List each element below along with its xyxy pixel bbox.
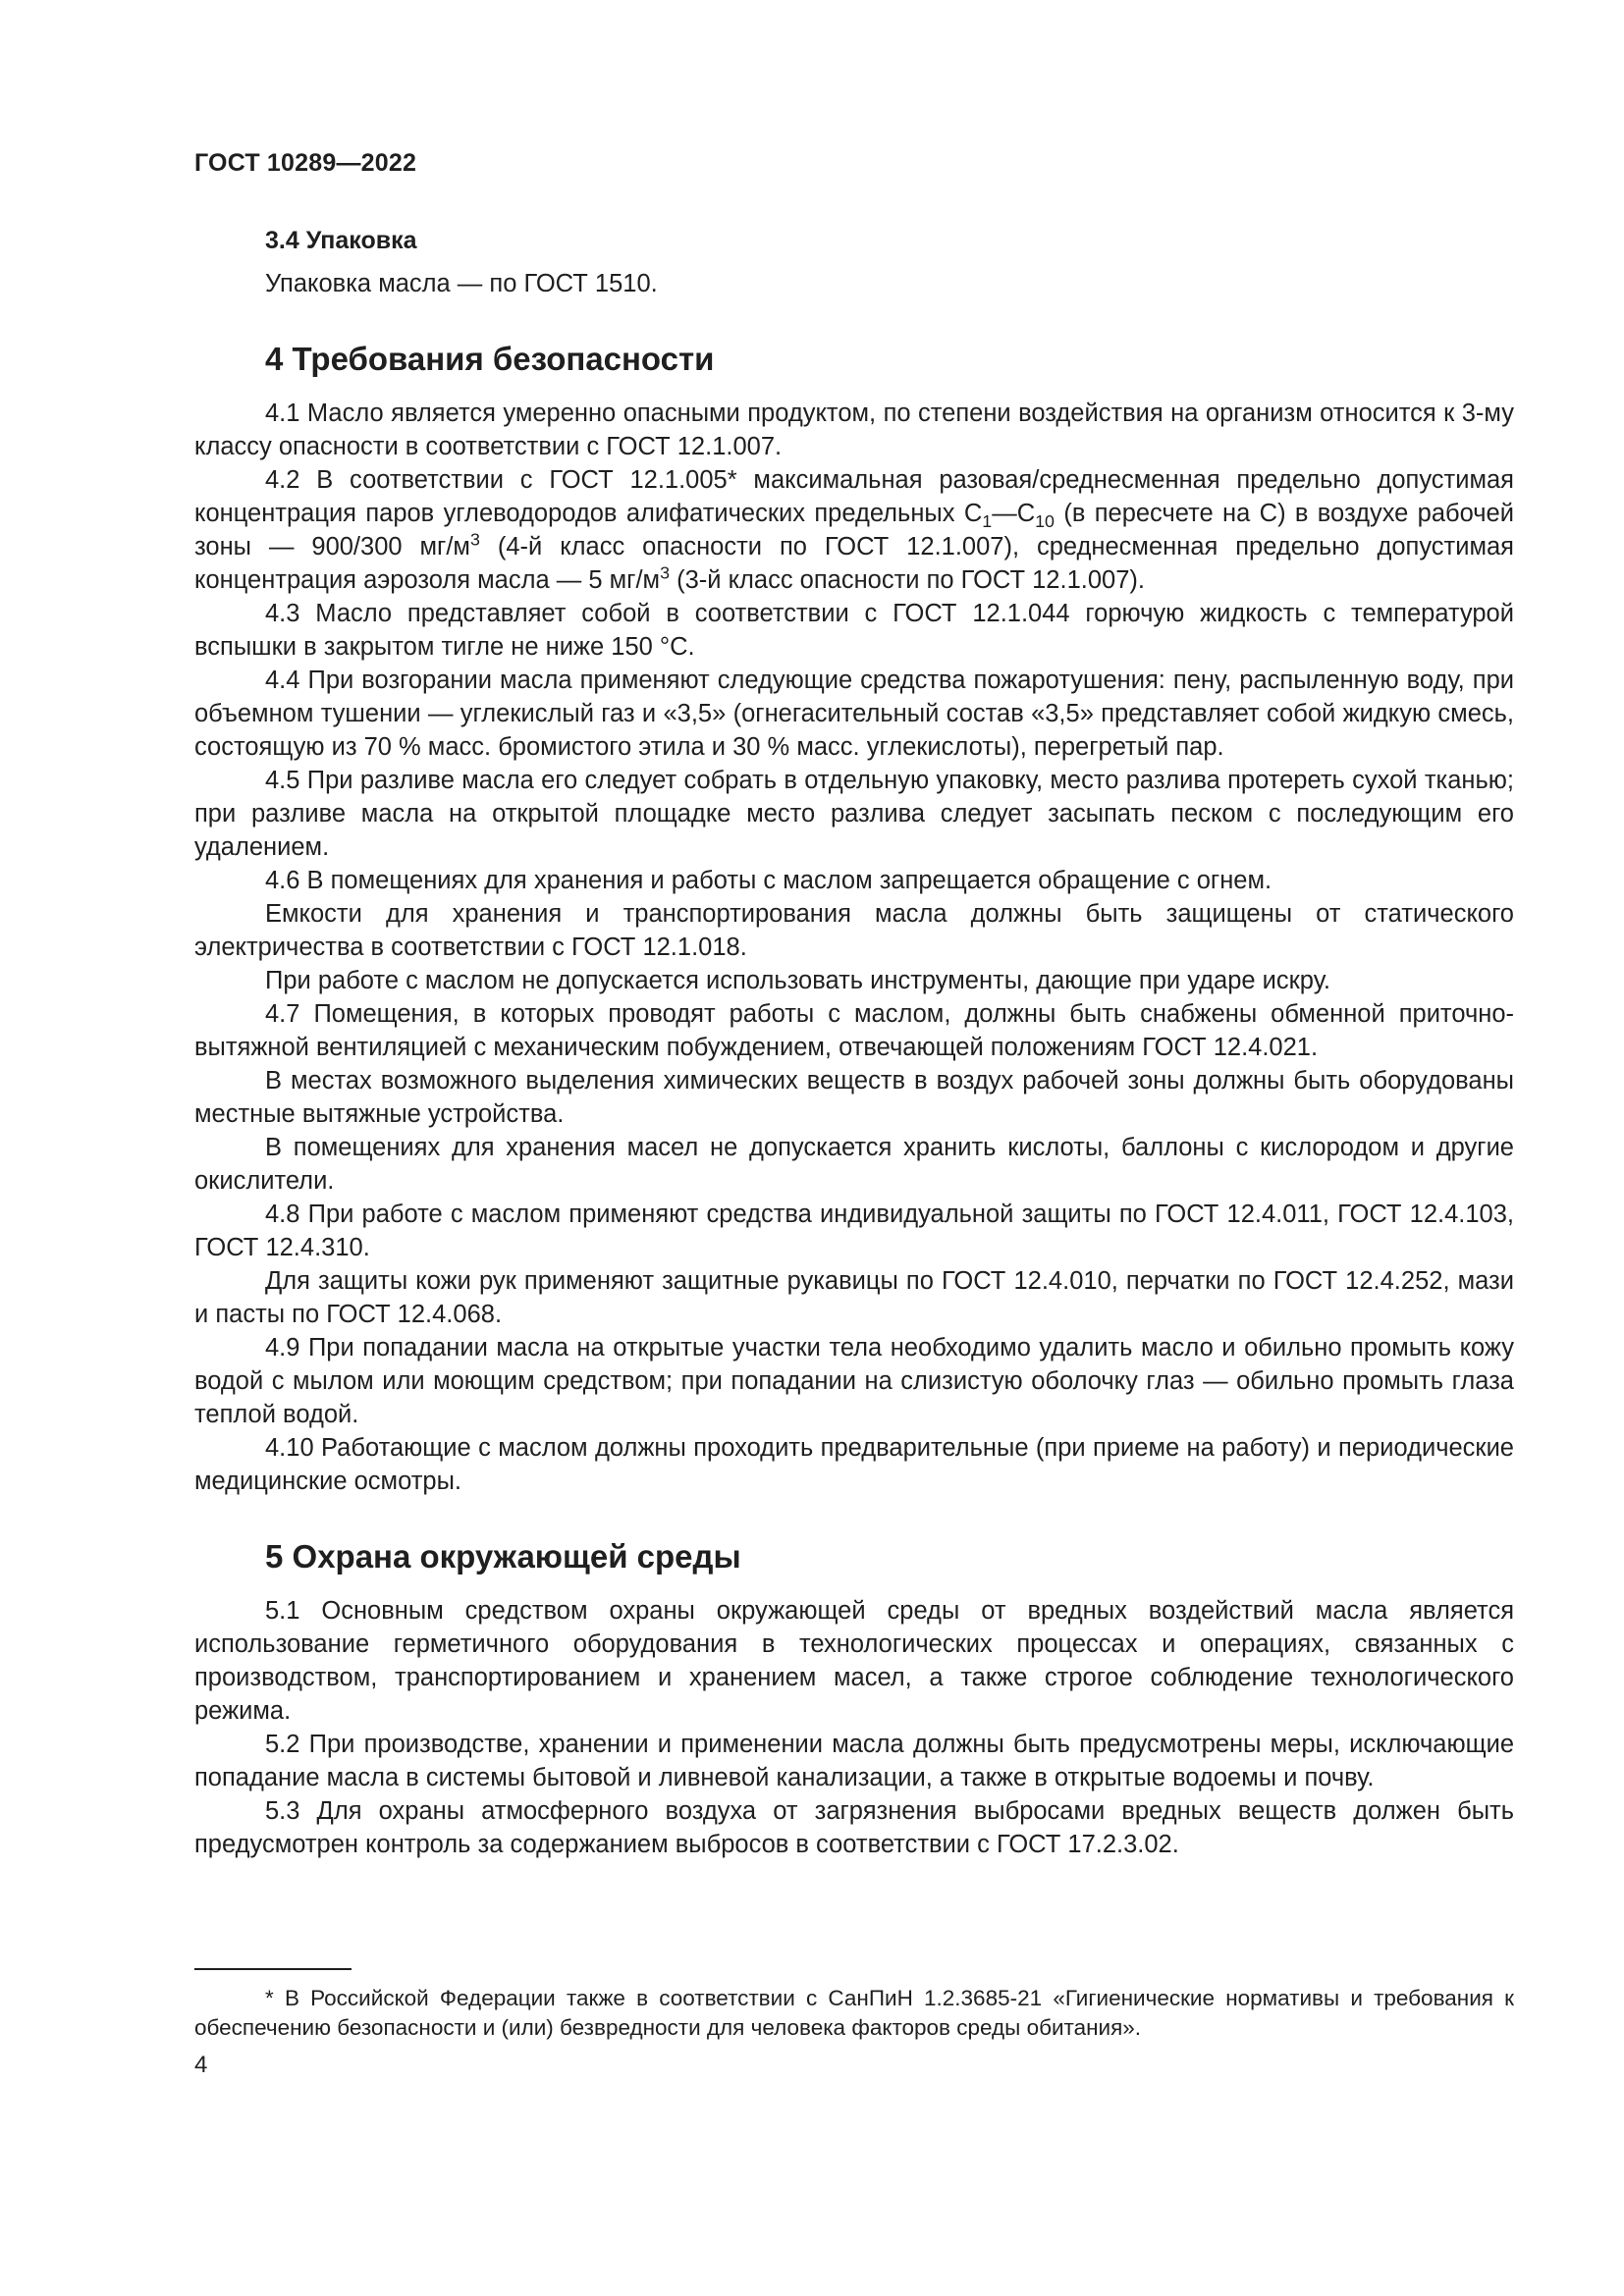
paragraph-4-7: 4.7 Помещения, в которых проводят работы с маслом, должны быть снабжены обменной приточно-вытяжной вентиляцией с механическим побуждением, отвечающей положениям ГОСТ 12.4.021. (194, 1000, 1514, 1061)
subsection-title-packaging: 3.4 Упаковка (265, 227, 417, 254)
section-title-safety: 4 Требования безопасности (265, 341, 715, 377)
paragraph-4-6-b: Емкости для хранения и транспортирования масла должны быть защищены от статического электричества в соответствии с ГОСТ 12.1.018. (194, 900, 1514, 961)
paragraph-4-8-b: Для защиты кожи рук применяют защитные рукавицы по ГОСТ 12.4.010, перчатки по ГОСТ 12.4.252, мази и пасты по ГОСТ 12.4.068. (194, 1267, 1514, 1328)
document-body (194, 224, 1514, 1861)
paragraph-4-7-b: В местах возможного выделения химических веществ в воздух рабочей зоны должны быть оборудованы местные вытяжные устройства. (194, 1067, 1514, 1128)
page-number: 4 (194, 2052, 208, 2078)
paragraph-4-3: 4.3 Масло представляет собой в соответствии с ГОСТ 12.1.044 горючую жидкость с температурой вспышки в закрытом тигле не ниже 150 °С. (194, 600, 1514, 661)
paragraph-5-2: 5.2 При производстве, хранении и применении масла должны быть предусмотрены меры, исключающие попадание масла в системы бытовой и ливневой канализации, а также в открытые водоемы и почву. (194, 1731, 1514, 1791)
paragraph-5-1: 5.1 Основным средством охраны окружающей среды от вредных воздействий масла является использование герметичного оборудования в технологических процессах и операциях, связанных с производством, транспортированием и хранением масел, а также строгое соблюдение технологического режима. (194, 1597, 1514, 1725)
paragraph-4-7-c: В помещениях для хранения масел не допускается хранить кислоты, баллоны с кислородом и другие окислители. (194, 1134, 1514, 1195)
section-title-environment: 5 Охрана окружающей среды (265, 1538, 741, 1575)
paragraph-4-8: 4.8 При работе с маслом применяют средства индивидуальной защиты по ГОСТ 12.4.011, ГОСТ 12.4.103, ГОСТ 12.4.310. (194, 1201, 1514, 1261)
paragraph-4-6: 4.6 В помещениях для хранения и работы с маслом запрещается обращение с огнем. (265, 867, 1272, 894)
paragraph-packaging: Упаковка масла — по ГОСТ 1510. (265, 270, 658, 297)
paragraph-5-3: 5.3 Для охраны атмосферного воздуха от загрязнения выбросами вредных веществ должен быть предусмотрен контроль за содержанием выбросов в соответствии с ГОСТ 17.2.3.02. (194, 1797, 1514, 1858)
paragraph-4-2: 4.2 В соответствии с ГОСТ 12.1.005* максимальная разовая/среднесменная предельно допустимая концентрация паров углеводородов алифатических предельных $С_1—С_{10}$ (в пересчете на С) в воздухе рабочей зоны — 900/300 $мг/м^3$ (4-й класс опасности по ГОСТ 12.1.007), среднесменная предельно допустимая концентрация аэрозоля масла — 5 $мг/м^3$ (3-й класс опасности по ГОСТ 12.1.007). (194, 466, 1514, 594)
footnote-text: * В Российской Федерации также в соответствии с СанПиН 1.2.3685-21 «Гигиенические нормативы и требования к обеспечению безопасности и (или) безвредности для человека факторов среды обитания». (194, 1986, 1514, 2040)
paragraph-4-6-c: При работе с маслом не допускается использовать инструменты, дающие при ударе искру. (265, 967, 1330, 994)
paragraph-4-10: 4.10 Работающие с маслом должны проходить предварительные (при приеме на работу) и периодические медицинские осмотры. (194, 1434, 1514, 1495)
paragraph-4-4: 4.4 При возгорании масла применяют следующие средства пожаротушения: пену, распыленную воду, при объемном тушении — углекислый газ и «3,5» (огнегасительный состав «3,5» представляет собой жидкую смесь, состоящую из 70 % масс. бромистого этила и 30 % масс. углекислоты), перегретый пар. (194, 667, 1514, 761)
paragraph-4-5: 4.5 При разливе масла его следует собрать в отдельную упаковку, место разлива протереть сухой тканью; при разливе масла на открытой площадке место разлива следует засыпать песком с последующим его удалением. (194, 767, 1514, 861)
footnote (194, 1968, 1514, 2043)
document-header: ГОСТ 10289—2022 (194, 149, 417, 177)
footnote-separator (194, 1968, 352, 1970)
paragraph-4-9: 4.9 При попадании масла на открытые участки тела необходимо удалить масло и обильно промыть кожу водой с мылом или моющим средством; при попадании на слизистую оболочку глаз — обильно промыть глаза теплой водой. (194, 1334, 1514, 1428)
paragraph-4-1: 4.1 Масло является умеренно опасными продуктом, по степени воздействия на организм относится к 3-му классу опасности в соответствии с ГОСТ 12.1.007. (194, 400, 1514, 460)
